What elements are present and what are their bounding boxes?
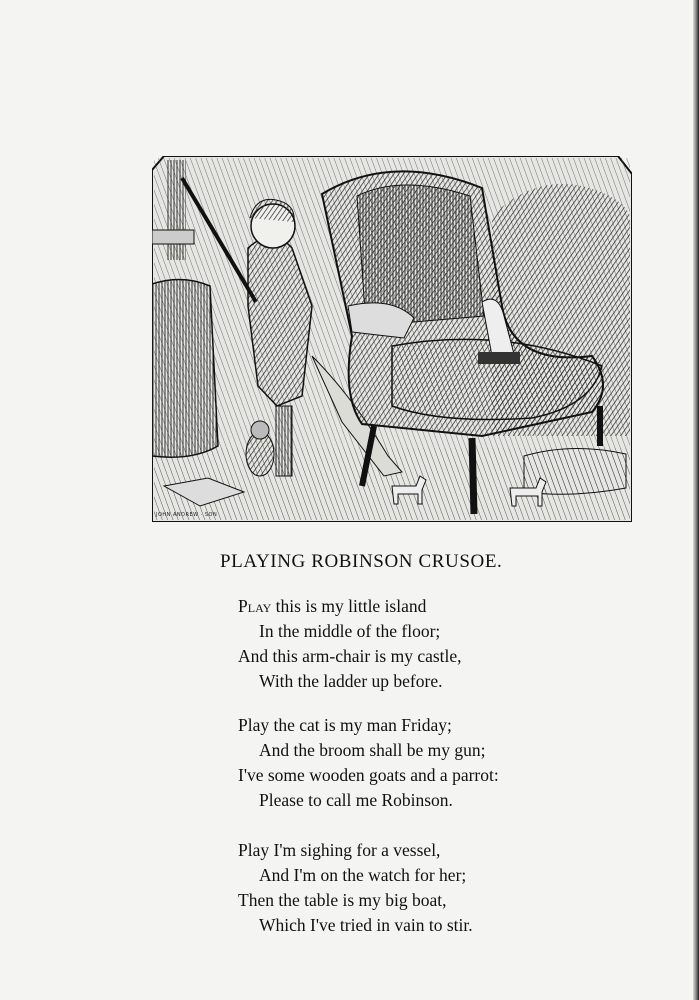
poem-title: PLAYING ROBINSON CRUSOE. (220, 551, 503, 572)
stanza-line: Please to call me Robinson. (259, 790, 453, 810)
stanza-3 (238, 838, 473, 938)
page-edge-shadow (693, 0, 699, 1000)
line-text: this is my little island (271, 596, 427, 616)
drop-word: Play (238, 596, 272, 616)
stanza-line: Which I've tried in vain to stir. (259, 915, 473, 935)
engraver-credit: JOHN ANDREW · SON (156, 512, 218, 518)
engraving-illustration (152, 156, 632, 522)
stanza-1 (238, 594, 462, 694)
stanza-line: And this arm-chair is my castle, (238, 646, 462, 666)
stanza-line: Play the cat is my man Friday; (238, 715, 452, 735)
stanza-line: Then the table is my big boat, (238, 890, 447, 910)
stanza-line: Play I'm sighing for a vessel, (238, 840, 441, 860)
stanza-line: I've some wooden goats and a parrot: (238, 765, 499, 785)
stanza-line: And the broom shall be my gun; (259, 740, 486, 760)
stanza-line (238, 594, 462, 619)
stanza-line: With the ladder up before. (259, 671, 443, 691)
stanza-2 (238, 713, 499, 813)
stanza-line: In the middle of the floor; (259, 621, 441, 641)
stanza-line: And I'm on the watch for her; (259, 865, 467, 885)
